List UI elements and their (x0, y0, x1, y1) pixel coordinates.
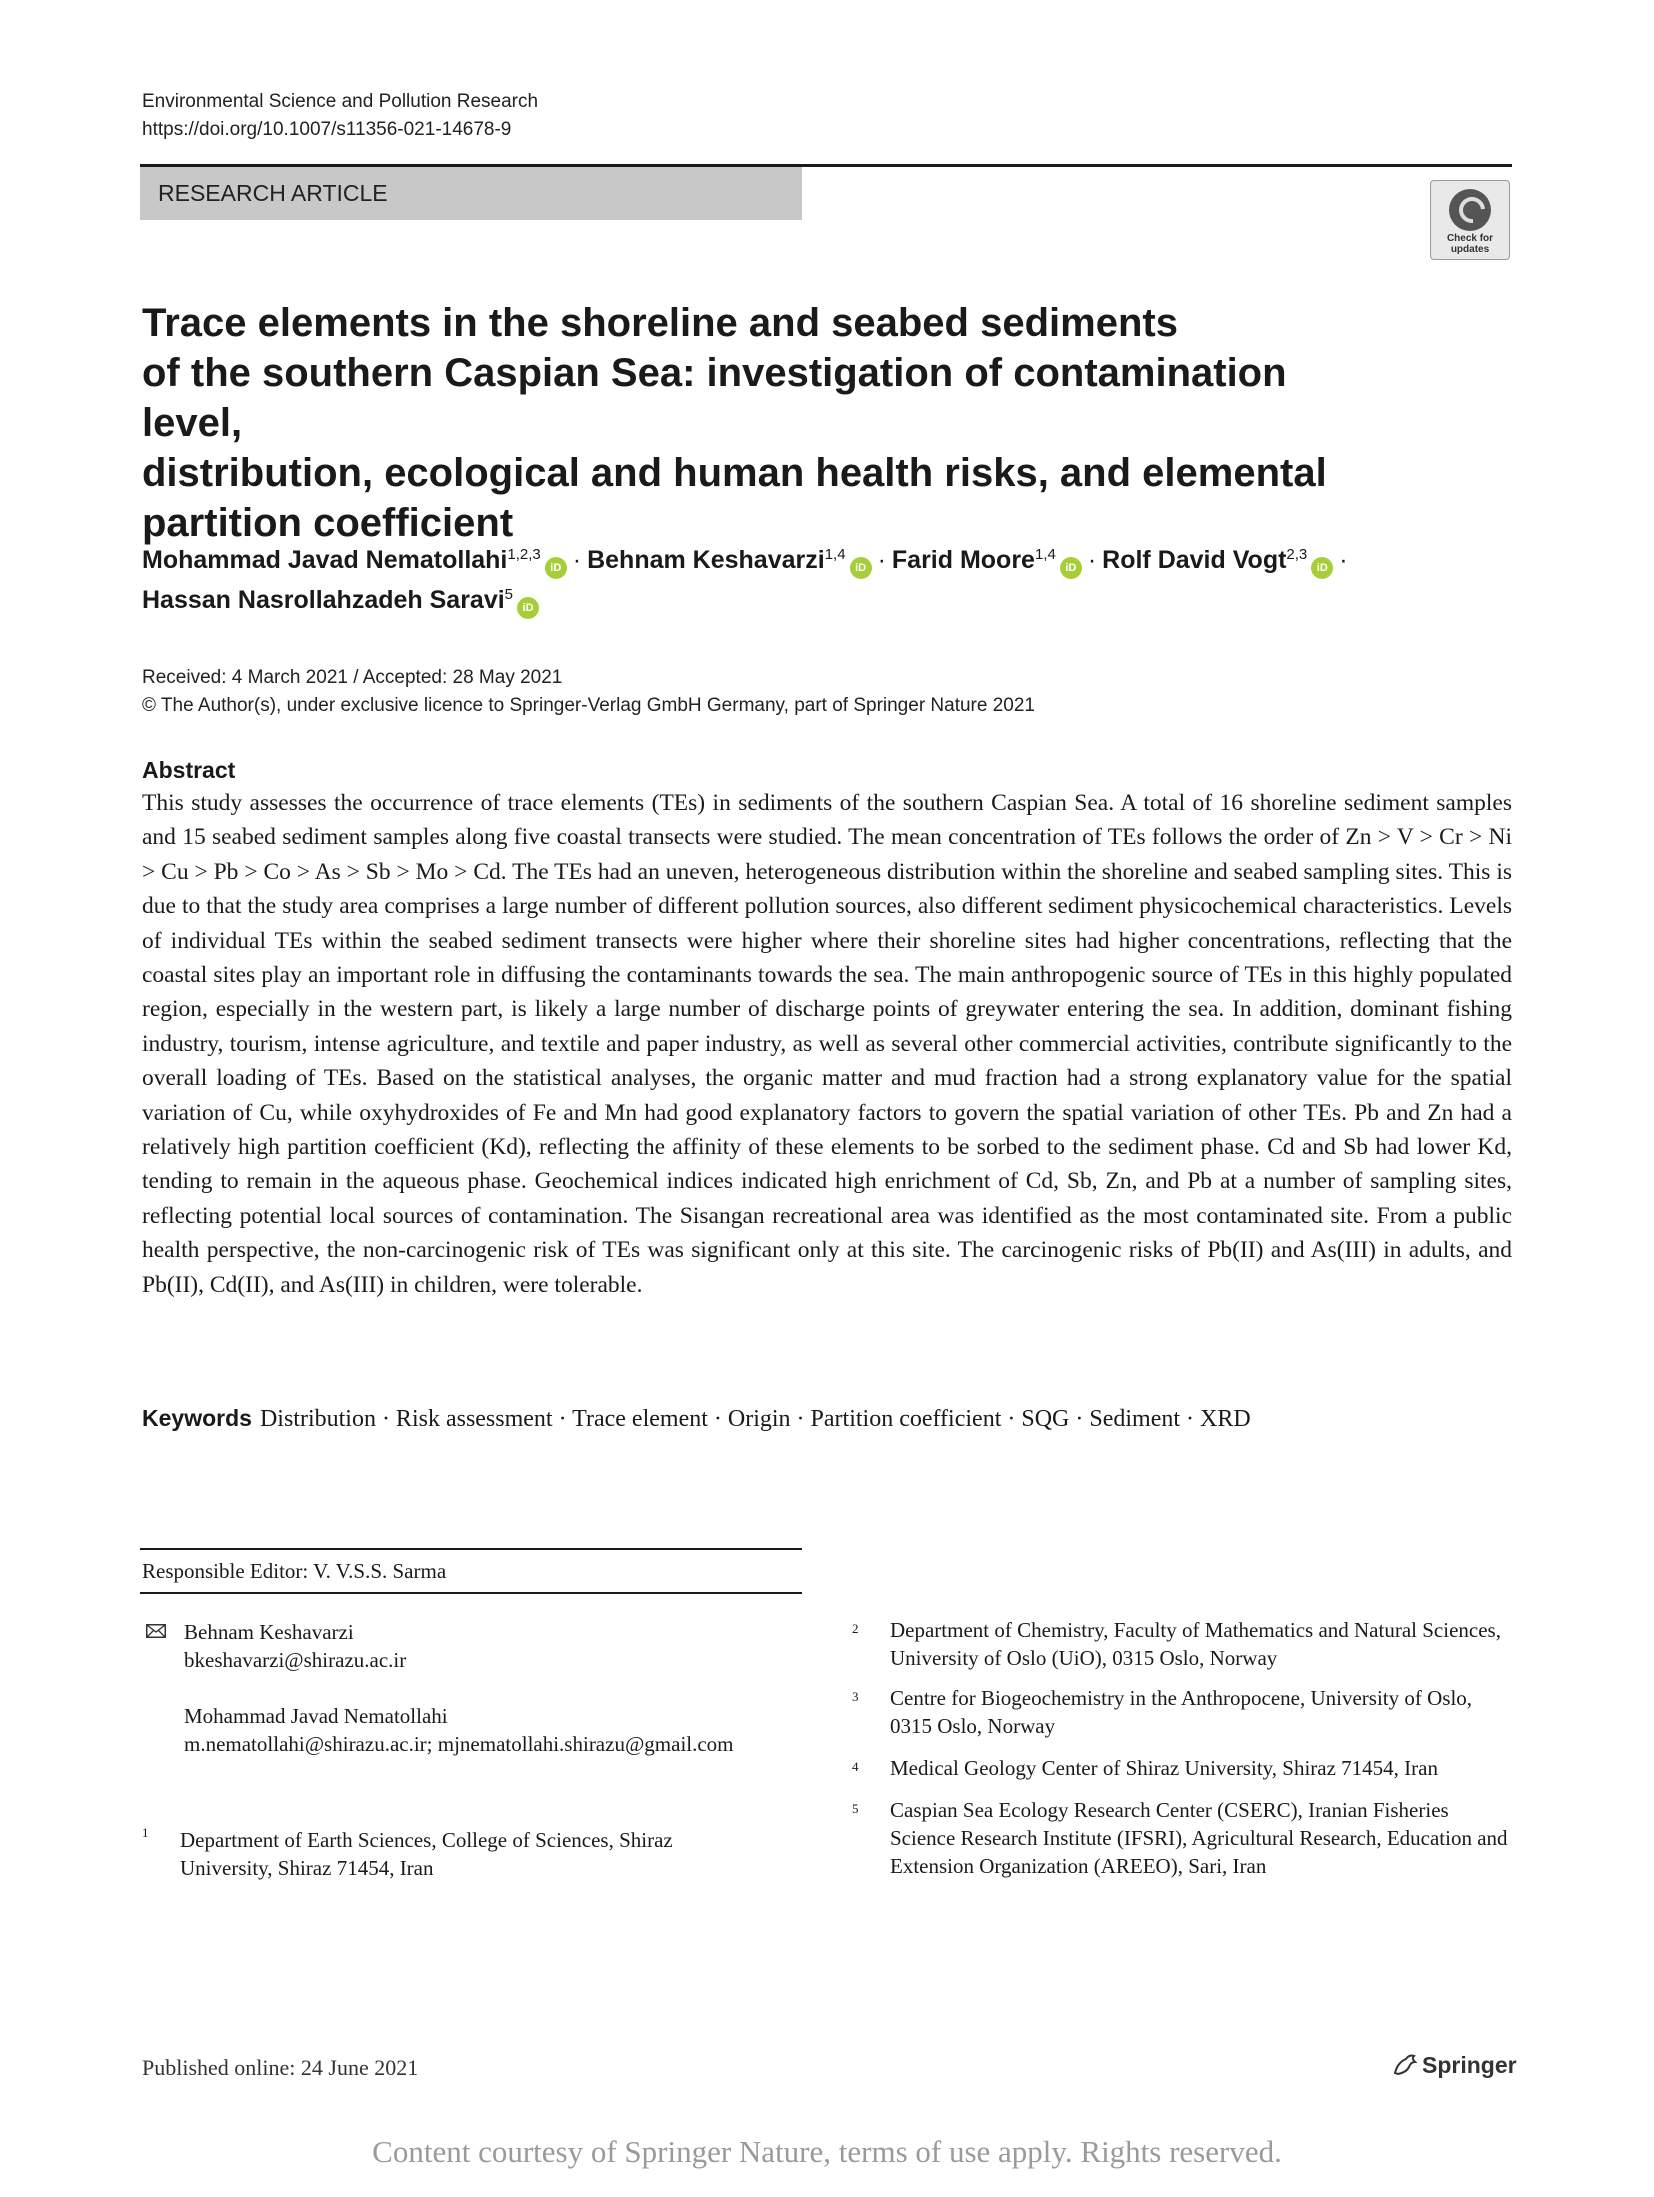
affiliation-text: Department of Earth Sciences, College of Sciences, Shiraz University, Shiraz 71454, Iran (180, 1828, 673, 1880)
affiliation-number: 5 (852, 1801, 859, 1816)
abstract-heading: Abstract (142, 757, 236, 783)
author-separator: · (572, 546, 582, 574)
springer-horse-icon (1392, 2053, 1418, 2077)
orcid-icon[interactable]: iD (850, 557, 872, 579)
affiliation-number: 1 (142, 1825, 149, 1840)
orcid-icon[interactable]: iD (517, 597, 539, 619)
author-name[interactable]: Farid Moore (891, 546, 1035, 574)
article-dates (142, 664, 1035, 720)
corresponding-author (184, 1618, 406, 1674)
affiliation-text: Department of Chemistry, Faculty of Mathematics and Natural Sciences, University of Oslo (UiO), 0315 Oslo, Norway (890, 1618, 1501, 1670)
corresponding-name: Behnam Keshavarzi (184, 1620, 354, 1644)
author-affiliation: 2,3 (1286, 546, 1308, 563)
footnote-rule (140, 1592, 802, 1594)
corresponding-email[interactable]: bkeshavarzi@shirazu.ac.ir (184, 1648, 407, 1672)
title-line-4: partition coefficient (142, 501, 514, 545)
publisher-name: Springer (1422, 2052, 1517, 2078)
copyright-line: © The Author(s), under exclusive licence to Springer-Verlag GmbH Germany, part of Springer Nature 2021 (142, 695, 1035, 716)
corresponding-author (184, 1702, 734, 1758)
author-affiliation: 1,4 (1034, 546, 1056, 563)
author-list (142, 540, 1522, 620)
author-separator: · (1339, 546, 1348, 574)
author-name[interactable]: Rolf David Vogt (1102, 546, 1287, 574)
orcid-icon[interactable]: iD (1311, 557, 1333, 579)
author-name[interactable]: Behnam Keshavarzi (587, 546, 825, 574)
check-for-updates-badge[interactable] (1430, 180, 1510, 260)
doi-link[interactable]: https://doi.org/10.1007/s11356-021-14678-9 (142, 119, 512, 140)
check-updates-line1: Check for (1446, 233, 1494, 244)
article-type-banner: RESEARCH ARTICLE (140, 167, 802, 220)
affiliation-text: Medical Geology Center of Shiraz University, Shiraz 71454, Iran (890, 1756, 1438, 1780)
author-name[interactable]: Mohammad Javad Nematollahi (142, 546, 508, 574)
affiliation-text: Caspian Sea Ecology Research Center (CSERC), Iranian Fisheries Science Research Institute (IFSRI), Agricultural Research, Education and Extension Organization (AREEO), Sari, Iran (890, 1798, 1508, 1878)
footnote-rule (140, 1548, 802, 1550)
received-accepted: Received: 4 March 2021 / Accepted: 28 May 2021 (142, 667, 563, 688)
keywords (142, 1402, 1512, 1435)
publisher-logo[interactable] (1392, 2050, 1517, 2080)
affiliation-number: 4 (852, 1759, 859, 1774)
abstract-text: This study assesses the occurrence of trace elements (TEs) in sediments of the southern Caspian Sea. A total of 16 shoreline sediment samples and 15 seabed sediment samples along five coastal transects were studied. The mean concentration of TEs follows the order of Zn > V > Cr > Ni > Cu > Pb > Co > As > Sb > Mo > Cd. The TEs had an uneven, heterogeneous distribution within the shoreline and seabed sampling sites. This is due to that the study area comprises a large number of different pollution sources, also different sediment physicochemical characteristics. Levels of individual TEs within the seabed sediment transects were higher where their shoreline sites had higher concentrations, reflecting that the coastal sites play an important role in diffusing the contaminants towards the sea. The main anthropogenic source of TEs in this highly populated region, especially in the western part, is likely a large number of discharge points of greywater entering the sea. In addition, dominant fishing industry, tourism, intense agriculture, and textile and paper industry, as well as several other commercial activities, contribute significantly to the overall loading of TEs. Based on the statistical analyses, the organic matter and mud fraction had a strong explanatory value for the spatial variation of Cu, while oxyhydroxides of Fe and Mn had good explanatory factors to govern the spatial variation of other TEs. Pb and Zn had a relatively high partition coefficient (Kd), reflecting the affinity of these elements to be sorbed to the sediment phase. Cd and Sb had lower Kd, tending to remain in the aqueous phase. Geochemical indices indicated high enrichment of Cd, Sb, Zn, and Pb at a number of sampling sites, reflecting potential local sources of contamination. The Sisangan recreational area was identified as the most contaminated site. From a public health perspective, the non-carcinogenic risk of TEs was significant only at this site. The carcinogenic risks of Pb(II) and As(III) in adults, and Pb(II), Cd(II), and As(III) in children, were tolerable. (142, 790, 1512, 1298)
author-affiliation: 1,2,3 (507, 546, 541, 563)
envelope-icon (146, 1624, 166, 1638)
keywords-list: Distribution · Risk assessment · Trace element · Origin · Partition coefficient · SQG · Sediment · XRD (259, 1406, 1251, 1432)
title-line-1: Trace elements in the shoreline and seabed sediments (142, 301, 1178, 345)
author-name[interactable]: Hassan Nasrollahzadeh Saravi (142, 586, 505, 614)
author-separator: · (1087, 546, 1097, 574)
corresponding-name: Mohammad Javad Nematollahi (184, 1704, 448, 1728)
author-affiliation: 5 (504, 586, 514, 603)
title-line-3: distribution, ecological and human health risks, and elemental (142, 451, 1327, 495)
article-title (142, 298, 1342, 548)
keywords-heading: Keywords (142, 1405, 252, 1431)
orcid-icon[interactable]: iD (545, 557, 567, 579)
journal-name: Environmental Science and Pollution Research (142, 91, 539, 112)
author-affiliation: 1,4 (824, 546, 846, 563)
check-updates-icon (1449, 189, 1491, 231)
affiliation-number: 3 (852, 1689, 859, 1704)
courtesy-notice: Content courtesy of Springer Nature, terms of use apply. Rights reserved. (372, 2134, 1282, 2169)
title-line-2: of the southern Caspian Sea: investigation of contamination level, (142, 351, 1287, 445)
corresponding-email[interactable]: m.nematollahi@shirazu.ac.ir; mjnematollahi.shirazu@gmail.com (184, 1732, 734, 1756)
journal-header (142, 88, 538, 144)
published-online: Published online: 24 June 2021 (142, 2055, 419, 2080)
orcid-icon[interactable]: iD (1060, 557, 1082, 579)
affiliation-text: Centre for Biogeochemistry in the Anthropocene, University of Oslo, 0315 Oslo, Norway (890, 1686, 1473, 1738)
responsible-editor: Responsible Editor: V. V.S.S. Sarma (142, 1559, 447, 1583)
check-updates-line2: updates (1450, 244, 1490, 255)
author-separator: · (877, 546, 886, 574)
affiliation-number: 2 (852, 1621, 859, 1636)
